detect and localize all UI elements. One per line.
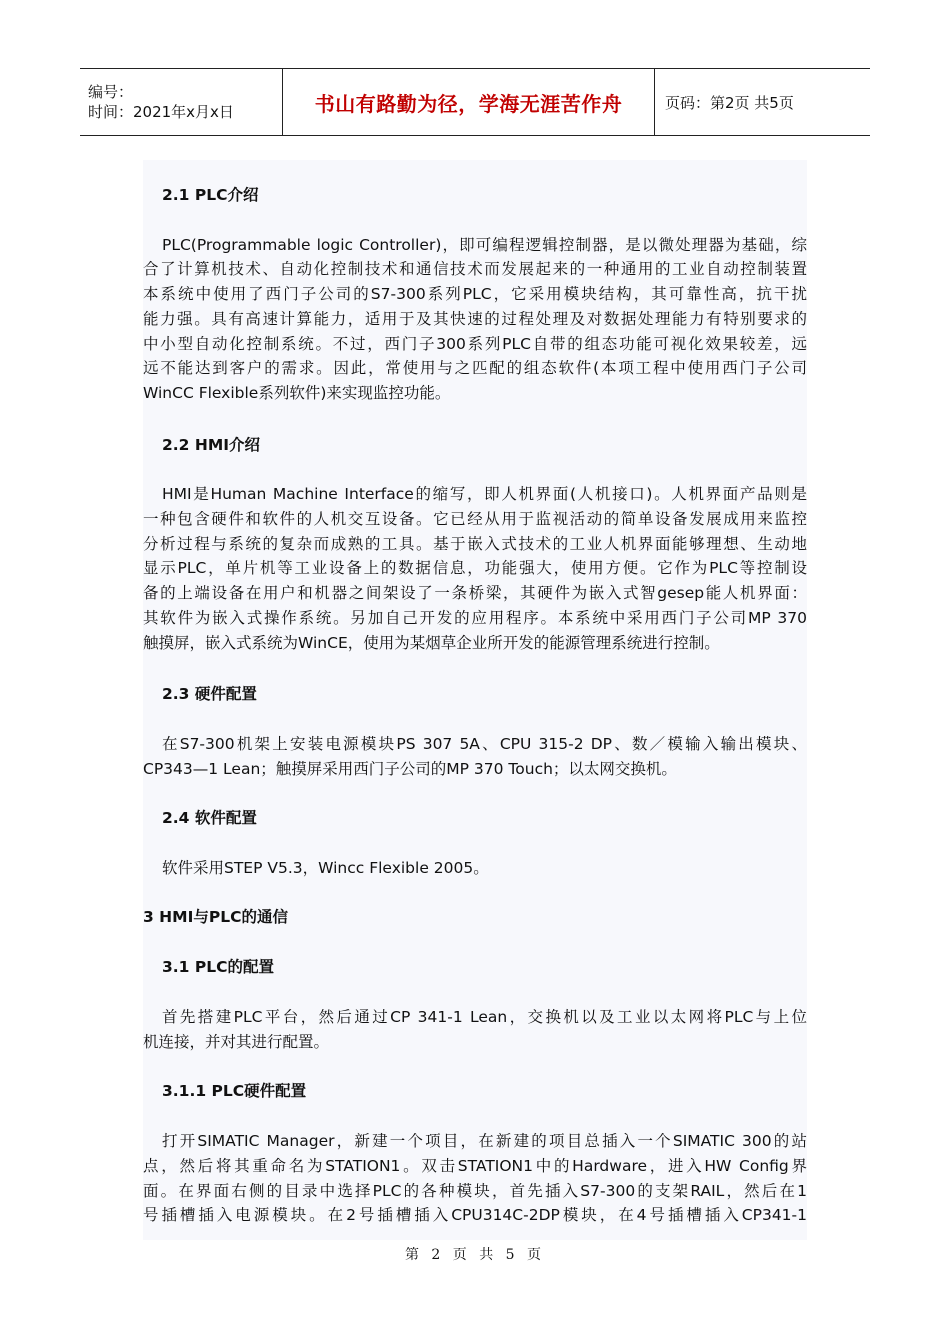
- paragraph-line: 其软件为嵌入式操作系统。另加自己开发的应用程序。本系统中采用西门子公司MP 370: [143, 609, 807, 627]
- paragraph-line: 点，然后将其重命名为STATION1。双击STATION1中的Hardware，进入HW Config界: [143, 1157, 807, 1175]
- page-footer: 第 2 页 共 5 页: [404, 1247, 546, 1263]
- section-heading-3-1-1: 3.1.1 PLC硬件配置: [162, 1082, 307, 1100]
- paragraph-line: PLC(Programmable logic Controller)，即可编程逻辑控制器，是以微处理器为基础，综: [162, 236, 807, 254]
- header-left-cell: [80, 69, 283, 135]
- paragraph-line: 软件采用STEP V5.3，Wincc Flexible 2005。: [162, 859, 489, 877]
- paragraph-line: 号插槽插入电源模块。在2号插槽插入CPU314C-2DP模块，在4号插槽插入CP341-1: [143, 1206, 807, 1224]
- doc-code-label: 编号：: [88, 83, 134, 101]
- paragraph-line: WinCC Flexible系列软件)来实现监控功能。: [143, 384, 451, 402]
- paragraph-line: 首先搭建PLC平台，然后通过CP 341-1 Lean，交换机以及工业以太网将PLC与上位: [162, 1008, 807, 1026]
- section-heading-2-2: 2.2 HMI介绍: [162, 436, 261, 454]
- doc-time-label: 时间：2021年x月x日: [88, 103, 234, 121]
- paragraph-line: HMI是Human Machine Interface的缩写，即人机界面(人机接口)。人机界面产品则是: [162, 485, 807, 503]
- page-info: 页码：第2页 共5页: [665, 93, 794, 112]
- section-heading-3: 3 HMI与PLC的通信: [143, 908, 288, 926]
- header-motto-cell: [283, 69, 655, 135]
- paragraph-line: 触摸屏，嵌入式系统为WinCE，使用为某烟草企业所开发的能源管理系统进行控制。: [143, 634, 720, 652]
- paragraph-line: 远不能达到客户的需求。因此，常使用与之匹配的组态软件(本项工程中使用西门子公司: [143, 359, 807, 377]
- paragraph-line: 分析过程与系统的复杂而成熟的工具。基于嵌入式技术的工业人机界面能够理想、生动地: [143, 535, 807, 553]
- section-heading-2-4: 2.4 软件配置: [162, 809, 257, 827]
- header-motto: 书山有路勤为径，学海无涯苦作舟: [314, 91, 623, 116]
- page-header: [80, 68, 870, 136]
- paragraph-line: 备的上端设备在用户和机器之间架设了一条桥梁，其硬件为嵌入式智gesep能人机界面：: [143, 584, 807, 602]
- paragraph-line: 合了计算机技术、自动化控制技术和通信技术而发展起来的一种通用的工业自动控制装置: [143, 260, 807, 278]
- header-page-cell: [655, 69, 870, 135]
- paragraph-line: 本系统中使用了西门子公司的S7-300系列PLC，它采用模块结构，其可靠性高，抗干扰: [143, 285, 807, 303]
- paragraph-line: 能力强。具有高速计算能力，适用于及其快速的过程处理及对数据处理能力有特别要求的: [143, 310, 807, 328]
- document-body: [143, 160, 807, 1240]
- paragraph-line: 中小型自动化控制系统。不过，西门子300系列PLC自带的组态功能可视化效果较差，远: [143, 335, 807, 353]
- paragraph-line: 面。在界面右侧的目录中选择PLC的各种模块，首先插入S7-300的支架RAIL，然后在1: [143, 1182, 807, 1200]
- paragraph-line: 打开SIMATIC Manager，新建一个项目，在新建的项目总插入一个SIMATIC 300的站: [162, 1132, 807, 1150]
- paragraph-line: 在S7-300机架上安装电源模块PS 307 5A、CPU 315-2 DP、数／模输入输出模块、: [162, 735, 807, 753]
- paragraph-line: 显示PLC，单片机等工业设备上的数据信息，功能强大，使用方便。它作为PLC等控制设: [143, 559, 807, 577]
- section-heading-2-1: 2.1 PLC介绍: [162, 186, 259, 204]
- paragraph-line: 一种包含硬件和软件的人机交互设备。它已经从用于监视活动的简单设备发展成用来监控: [143, 510, 807, 528]
- paragraph-line: CP343—1 Lean；触摸屏采用西门子公司的MP 370 Touch；以太网交换机。: [143, 760, 677, 778]
- paragraph-line: 机连接，并对其进行配置。: [143, 1033, 330, 1051]
- section-heading-3-1: 3.1 PLC的配置: [162, 958, 274, 976]
- section-heading-2-3: 2.3 硬件配置: [162, 685, 257, 703]
